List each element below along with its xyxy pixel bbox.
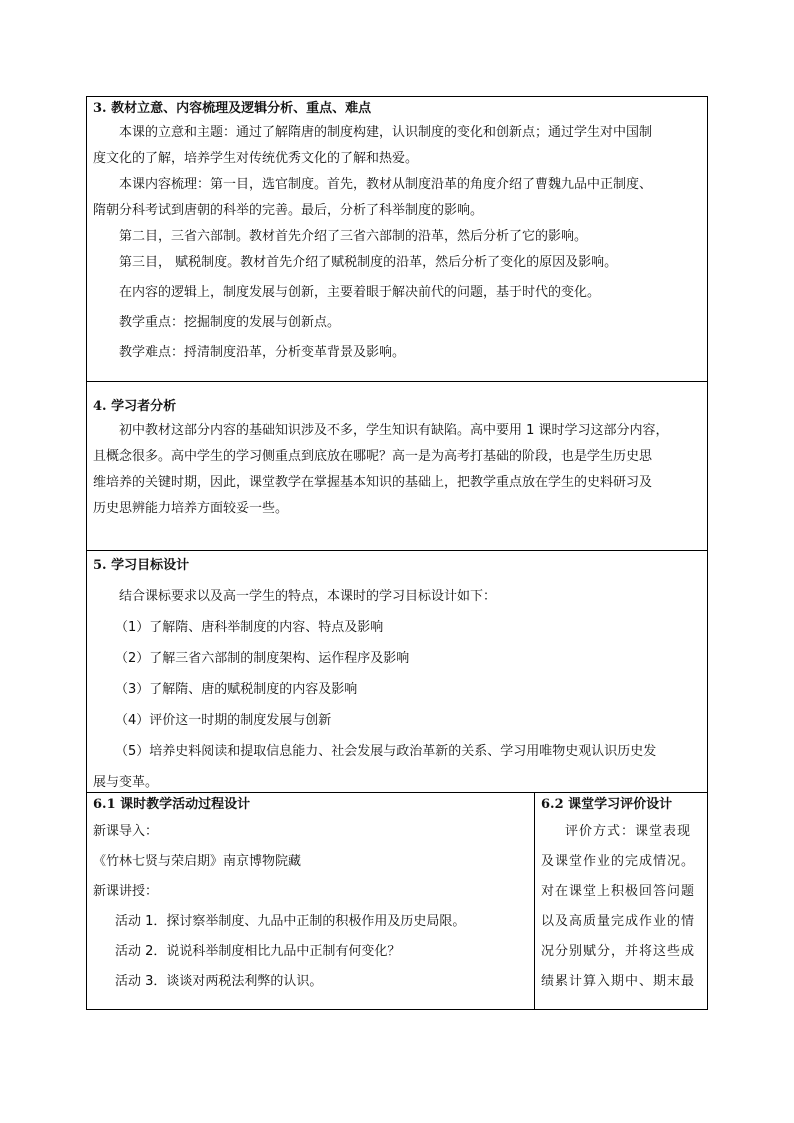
objective-item-continued: 展与变革。: [93, 775, 159, 790]
objective-item: （4）评价这一时期的制度发展与创新: [115, 713, 332, 728]
paragraph-line: 且概念很多。高中学生的学习侧重点到底放在哪呢？高一是为高考打基础的阶段，也是学生历史思: [93, 449, 653, 464]
objective-item: （2）了解三省六部制的制度架构、运作程序及影响: [115, 651, 410, 666]
paragraph-line: 评价方式：课堂表现: [565, 824, 692, 839]
section-title: 4. 学习者分析: [93, 399, 177, 414]
paragraph-line: 绩累计算入期中、期末最: [541, 974, 696, 989]
paragraph-line: 隋朝分科考试到唐朝的科举的完善。最后，分析了科举制度的影响。: [93, 203, 484, 218]
objective-item: （3）了解隋、唐的赋税制度的内容及影响: [115, 682, 358, 697]
activity-item: 活动 2．说说科举制度相比九品中正制有何变化？: [115, 944, 401, 959]
paragraph-line: 《竹林七贤与荣启期》南京博物院藏: [93, 854, 302, 869]
section-learning-objectives: [86, 550, 708, 792]
activity-design-column: [87, 793, 535, 1009]
paragraph-line: 第三目， 赋税制度。教材首先介绍了赋税制度的沿革，然后分析了变化的原因及影响。: [119, 255, 618, 270]
paragraph-line: 在内容的逻辑上，制度发展与创新，主要着眼于解决前代的问题，基于时代的变化。: [119, 285, 601, 300]
paragraph-line: 第二目，三省六部制。教材首先介绍了三省六部制的沿革，然后分析了它的影响。: [119, 229, 588, 244]
activity-item: 活动 3．谈谈对两税法利弊的认识。: [115, 974, 323, 989]
section-textbook-analysis: [86, 96, 708, 381]
section-title: 5. 学习目标设计: [93, 558, 190, 573]
section-title: 3. 教材立意、内容梳理及逻辑分析、重点、难点: [93, 101, 372, 116]
column-title: 6.1 课时教学活动过程设计: [93, 797, 251, 812]
paragraph-line: 及课堂作业的完成情况。: [541, 854, 696, 869]
paragraph-line: 以及高质量完成作业的情: [541, 914, 696, 929]
paragraph-line: 况分别赋分，并将这些成: [541, 944, 696, 959]
activity-item: 活动 1．探讨察举制度、九品中正制的积极作用及历史局限。: [115, 914, 466, 929]
key-point: 教学重点：挖掘制度的发展与创新点。: [119, 315, 341, 330]
section-learner-analysis: [86, 381, 708, 550]
paragraph-line: 新课讲授：: [93, 884, 159, 899]
objectives-intro: 结合课标要求以及高一学生的特点，本课时的学习目标设计如下：: [119, 589, 497, 604]
paragraph-line: 新课导入：: [93, 824, 159, 839]
paragraph-line: 本课内容梳理：第一目，选官制度。首先，教材从制度沿革的角度介绍了曹魏九品中正制度、: [119, 177, 653, 192]
lesson-plan-table: [86, 96, 708, 1010]
paragraph-line: 历史思辨能力培养方面较妥一些。: [93, 501, 289, 516]
paragraph-line: 初中教材这部分内容的基础知识涉及不多，学生知识有缺陷。高中要用 1 课时学习这部分内容，: [119, 423, 669, 438]
paragraph-line: 维培养的关键时期，因此，课堂教学在掌握基本知识的基础上，把教学重点放在学生的史料研习及: [93, 475, 653, 490]
evaluation-design-column: [535, 793, 707, 1009]
paragraph-line: 对在课堂上积极回答问题: [541, 884, 696, 899]
section-activities-and-evaluation: [86, 792, 708, 1010]
objective-item: （1）了解隋、唐科举制度的内容、特点及影响: [115, 620, 384, 635]
objective-item: （5）培养史料阅读和提取信息能力、社会发展与政治革新的关系、学习用唯物史观认识历史发: [115, 744, 657, 759]
paragraph-line: 度文化的了解，培养学生对传统优秀文化的了解和热爱。: [93, 151, 419, 166]
column-title: 6.2 课堂学习评价设计: [541, 797, 673, 812]
paragraph-line: 本课的立意和主题：通过了解隋唐的制度构建，认识制度的变化和创新点；通过学生对中国制: [119, 125, 653, 140]
difficult-point: 教学难点：捋清制度沿革，分析变革背景及影响。: [119, 345, 406, 360]
